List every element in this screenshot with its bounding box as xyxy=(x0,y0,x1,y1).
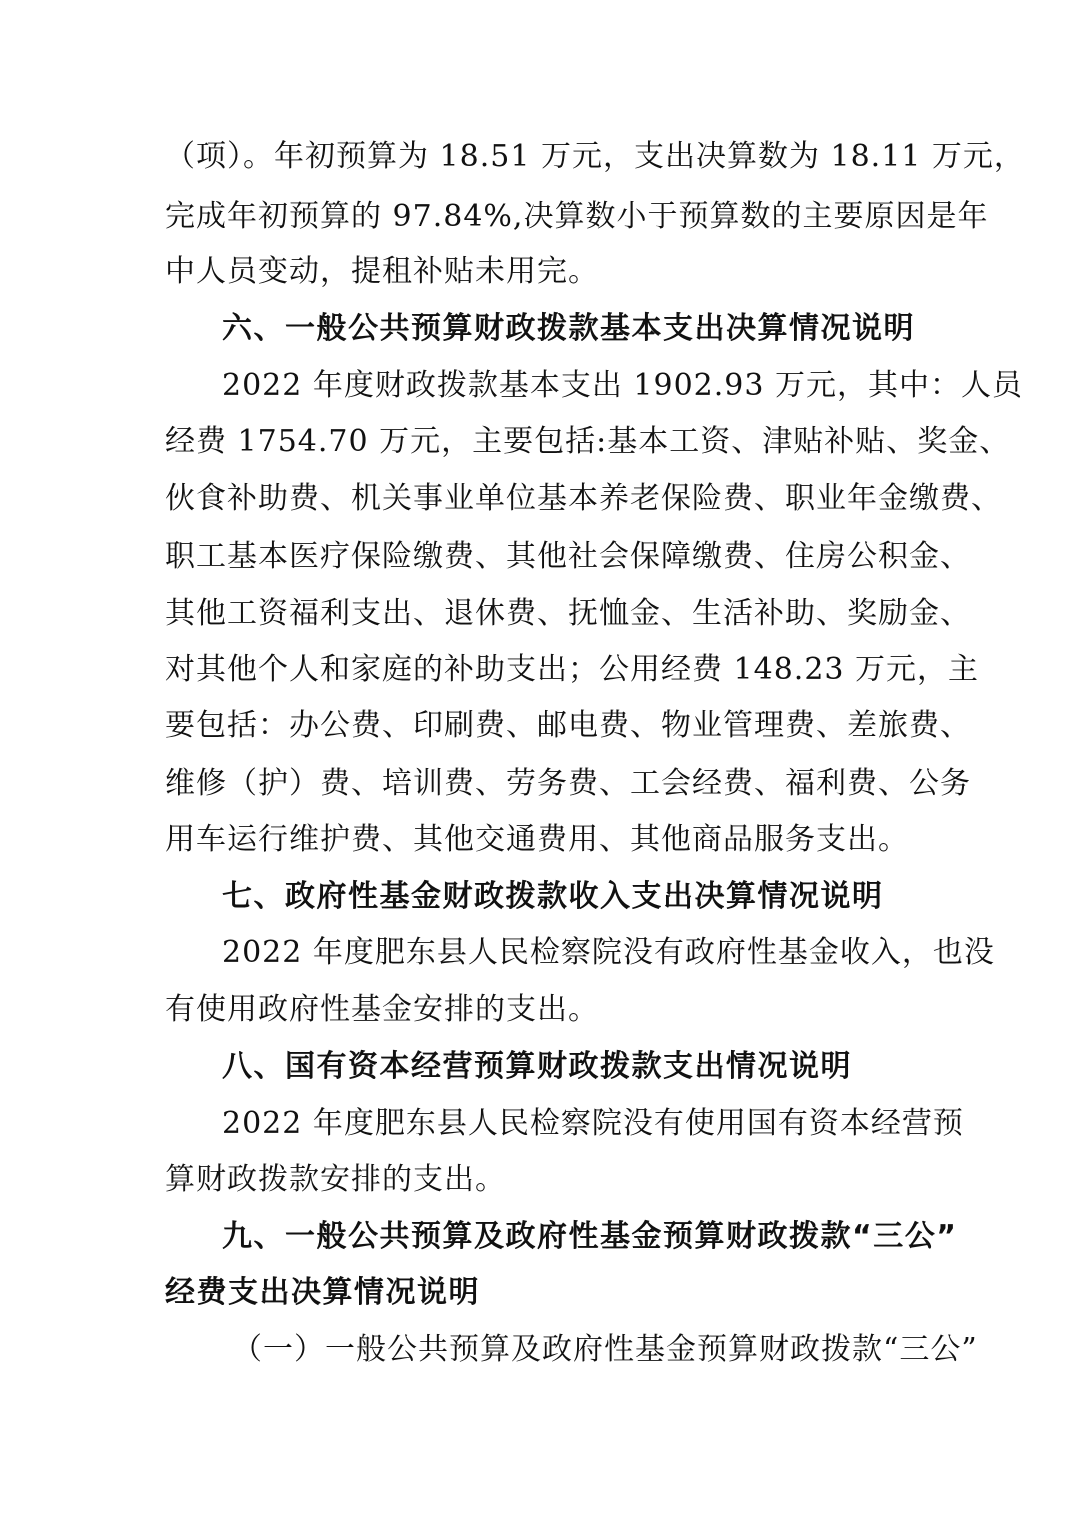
paragraph-line: （项）。年初预算为 18.51 万元，支出决算数为 18.11 万元， xyxy=(165,139,1025,174)
paragraph-line: 其他工资福利支出、退休费、抚恤金、生活补助、奖励金、 xyxy=(165,596,971,631)
paragraph-line: 对其他个人和家庭的补助支出；公用经费 148.23 万元，主 xyxy=(165,652,980,687)
paragraph-line: 2022 年度财政拨款基本支出 1902.93 万元，其中：人员 xyxy=(222,368,1024,403)
paragraph-line: 中人员变动，提租补贴未用完。 xyxy=(165,254,599,289)
paragraph-line: 完成年初预算的 97.84%,决算数小于预算数的主要原因是年 xyxy=(165,199,989,234)
section-heading-6: 六、一般公共预算财政拨款基本支出决算情况说明 xyxy=(222,311,915,346)
section-heading-8: 八、国有资本经营预算财政拨款支出情况说明 xyxy=(222,1049,852,1084)
paragraph-line: 职工基本医疗保险缴费、其他社会保障缴费、住房公积金、 xyxy=(165,539,971,574)
paragraph-line: 用车运行维护费、其他交通费用、其他商品服务支出。 xyxy=(165,822,909,857)
paragraph-line: 维修（护）费、培训费、劳务费、工会经费、福利费、公务 xyxy=(165,766,971,801)
section-heading-7: 七、政府性基金财政拨款收入支出决算情况说明 xyxy=(222,879,884,914)
section-heading-9: 九、一般公共预算及政府性基金预算财政拨款“三公” xyxy=(222,1219,958,1254)
paragraph-line: 伙食补助费、机关事业单位基本养老保险费、职业年金缴费、 xyxy=(165,481,1002,516)
section-heading-9-continued: 经费支出决算情况说明 xyxy=(165,1275,480,1310)
paragraph-line: 2022 年度肥东县人民检察院没有政府性基金收入，也没 xyxy=(222,935,995,970)
paragraph-line: 算财政拨款安排的支出。 xyxy=(165,1162,506,1197)
paragraph-line: 要包括：办公费、印刷费、邮电费、物业管理费、差旅费、 xyxy=(165,708,971,743)
subsection-line: （一）一般公共预算及政府性基金预算财政拨款“三公” xyxy=(232,1332,978,1367)
paragraph-line: 有使用政府性基金安排的支出。 xyxy=(165,992,599,1027)
paragraph-line: 2022 年度肥东县人民检察院没有使用国有资本经营预 xyxy=(222,1106,964,1141)
paragraph-line: 经费 1754.70 万元，主要包括:基本工资、津贴补贴、奖金、 xyxy=(165,424,1011,459)
